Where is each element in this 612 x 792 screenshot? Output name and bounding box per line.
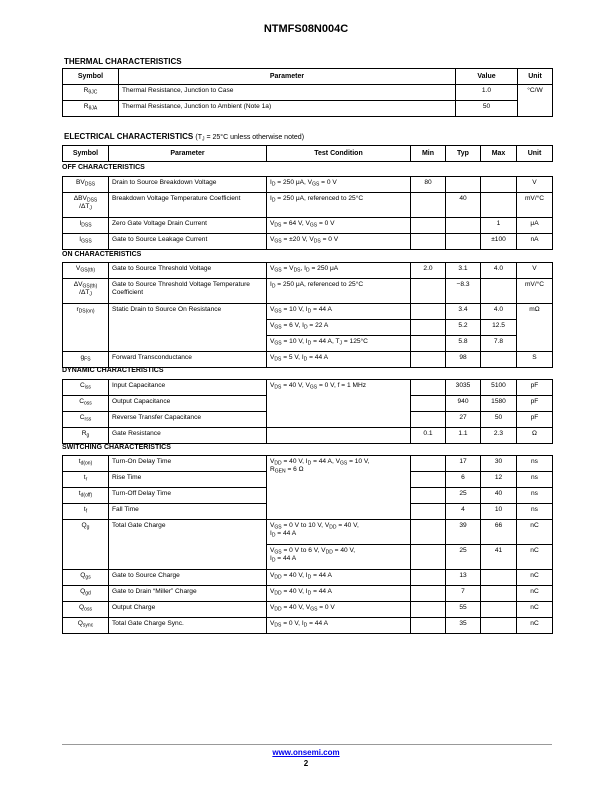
electrical-heading-text: ELECTRICAL CHARACTERISTICS — [64, 132, 194, 141]
subscript: J — [339, 340, 343, 347]
max-cell — [481, 279, 517, 304]
min-cell — [411, 570, 446, 586]
unit-cell: ns — [517, 456, 553, 472]
max-cell — [481, 352, 517, 368]
subscript: gd — [85, 590, 91, 597]
subscript: DS — [293, 267, 301, 274]
max-cell — [481, 602, 517, 618]
min-cell — [411, 602, 446, 618]
unit-cell: nC — [517, 602, 553, 618]
min-cell — [411, 488, 446, 504]
table-row — [63, 570, 553, 586]
table-row — [63, 428, 553, 444]
min-cell — [411, 304, 446, 320]
subscript: J — [89, 291, 92, 298]
max-cell: 1580 — [481, 396, 517, 412]
parameter-cell: Gate to Source Threshold Voltage Temperature Coefficient — [109, 279, 267, 304]
parameter-cell: Turn-On Delay Time — [109, 456, 267, 472]
typ-cell: 3035 — [446, 380, 481, 396]
typ-cell: 98 — [446, 352, 481, 368]
min-cell — [411, 504, 446, 520]
test-condition-cell: $V_{DD} = 40$ V, $I_D = 44$ A, $V_{GS} = 10$ V, $R_{GEN} = 6$ Ω — [267, 456, 411, 520]
subscript: GS — [309, 222, 318, 229]
subscript: GS — [310, 606, 318, 613]
table-row — [63, 101, 553, 117]
symbol-cell: $Q_g$ — [63, 520, 109, 570]
subscript: D — [303, 622, 308, 629]
parameter-cell: Turn-Off Delay Time — [109, 488, 267, 504]
subscript: DS — [274, 222, 282, 229]
typ-cell: 6 — [446, 472, 481, 488]
max-cell: 5100 — [481, 380, 517, 396]
parameter-cell: Breakdown Voltage Temperature Coefficient — [109, 193, 267, 218]
col-header: Symbol — [63, 146, 109, 162]
subscript: D — [303, 356, 308, 363]
max-cell: 4.0 — [481, 304, 517, 320]
min-cell — [411, 456, 446, 472]
page-number: 2 — [303, 759, 309, 768]
subscript: D — [307, 590, 312, 597]
section-table — [62, 262, 553, 368]
test-condition-cell: $V_{DS} = 0$ V, $I_D = 44$ A — [267, 618, 411, 634]
subscript: FS — [84, 356, 91, 363]
subscript: J — [89, 205, 92, 212]
col-header: Unit — [518, 69, 553, 85]
test-condition-cell: $V_{GS} = V_{DS}$, $I_D = 250$ μA — [267, 263, 411, 279]
subscript: rss — [84, 416, 92, 423]
max-cell: 66 — [481, 520, 517, 545]
test-condition-cell: $I_D = 250$ μA, referenced to 25°C — [267, 279, 411, 304]
subscript: DD — [274, 590, 282, 597]
subscript: oss — [84, 606, 92, 613]
subscript: DD — [325, 549, 333, 556]
electrical-header — [62, 145, 553, 162]
col-header: Parameter — [119, 69, 456, 85]
parameter-cell: Zero Gate Voltage Drain Current — [109, 218, 267, 234]
unit-cell: pF — [517, 380, 553, 396]
section-table — [62, 455, 553, 634]
unit-cell: nC — [517, 618, 553, 634]
table-row — [63, 177, 553, 193]
unit-cell: V — [517, 263, 553, 279]
max-cell — [481, 586, 517, 602]
col-header: Symbol — [63, 69, 119, 85]
test-condition-cell: $V_{GS} = \pm 20$ V, $V_{DS} = 0$ V — [267, 234, 411, 250]
unit-cell: nC — [517, 570, 553, 586]
min-cell — [411, 586, 446, 602]
value-cell: 50 — [456, 101, 518, 117]
symbol-cell: $r_{DS(on)}$ — [63, 304, 109, 352]
min-cell: 2.0 — [411, 263, 446, 279]
min-cell — [411, 618, 446, 634]
typ-cell: 27 — [446, 412, 481, 428]
typ-cell: 940 — [446, 396, 481, 412]
website-link[interactable]: www.onsemi.com — [272, 748, 340, 757]
typ-cell: 13 — [446, 570, 481, 586]
max-cell: 4.0 — [481, 263, 517, 279]
subscript: D — [271, 181, 276, 188]
min-cell — [411, 472, 446, 488]
test-condition-cell: $I_D = 250$ μA, referenced to 25°C — [267, 193, 411, 218]
symbol-cell: $R_g$ — [63, 428, 109, 444]
symbol-cell: $C_{iss}$ — [63, 380, 109, 396]
symbol-cell: $Q_{gd}$ — [63, 586, 109, 602]
table-row — [63, 520, 553, 545]
parameter-cell: Gate Resistance — [109, 428, 267, 444]
subscript: DD — [329, 524, 337, 531]
subscript: D — [303, 324, 308, 331]
test-condition-cell: $V_{DS} = 5$ V, $I_D = 44$ A — [267, 352, 411, 368]
max-cell — [481, 618, 517, 634]
parameter-cell: Rise Time — [109, 472, 267, 488]
max-cell: 50 — [481, 412, 517, 428]
subscript: D — [271, 283, 276, 290]
table-row — [63, 602, 553, 618]
typ-cell: 17 — [446, 456, 481, 472]
min-cell — [411, 545, 446, 570]
subscript: GEN — [274, 468, 286, 475]
subscript: GS — [309, 384, 318, 391]
unit-cell: μA — [517, 218, 553, 234]
min-cell — [411, 412, 446, 428]
unit-cell: mV/°C — [517, 279, 553, 304]
min-cell: 0.1 — [411, 428, 446, 444]
subscript: GS — [274, 340, 282, 347]
subscript: θJC — [88, 89, 98, 96]
test-condition-cell: $I_D = 250$ μA, $V_{GS} = 0$ V — [267, 177, 411, 193]
subscript: D — [271, 557, 276, 564]
subscript: GS — [312, 181, 320, 188]
parameter-cell: Gate to Source Leakage Current — [109, 234, 267, 250]
symbol-cell: $\Delta V_{GS(th)}$ $/\Delta T_J$ — [63, 279, 109, 304]
parameter-cell: Thermal Resistance, Junction to Case — [119, 85, 456, 101]
max-cell: 40 — [481, 488, 517, 504]
section-table — [62, 379, 553, 444]
subscript: GS — [274, 308, 282, 315]
subscript: DSS — [81, 222, 92, 229]
subscript: GS(th) — [82, 283, 98, 290]
subscript: D — [307, 460, 312, 467]
parameter-cell: Total Gate Charge — [109, 520, 267, 570]
min-cell — [411, 193, 446, 218]
typ-cell: 25 — [446, 545, 481, 570]
unit-cell: mΩ — [517, 304, 553, 352]
footer-divider — [62, 744, 552, 745]
unit-cell: nA — [517, 234, 553, 250]
max-cell — [481, 177, 517, 193]
unit-cell: pF — [517, 412, 553, 428]
subscript: DS — [274, 384, 282, 391]
unit-cell: ns — [517, 488, 553, 504]
symbol-cell: $\Delta BV_{DSS}$ $/\Delta T_J$ — [63, 193, 109, 218]
typ-cell: 5.8 — [446, 336, 481, 352]
subscript: DSS — [84, 181, 96, 188]
section-title: SWITCHING CHARACTERISTICS — [62, 444, 171, 451]
section-table — [62, 176, 553, 250]
col-header: Test Condition — [267, 146, 411, 162]
parameter-cell: Output Charge — [109, 602, 267, 618]
subscript: DSS — [86, 197, 98, 204]
symbol-cell: $I_{DSS}$ — [63, 218, 109, 234]
min-cell — [411, 396, 446, 412]
subscript: D — [307, 308, 312, 315]
max-cell: 30 — [481, 456, 517, 472]
parameter-cell: Total Gate Charge Sync. — [109, 618, 267, 634]
parameter-cell: Gate to Source Charge — [109, 570, 267, 586]
unit-cell: Ω — [517, 428, 553, 444]
subscript: D — [307, 340, 312, 347]
test-condition-cell: $V_{DS} = 40$ V, $V_{GS} = 0$ V, f = 1 MHz — [267, 380, 411, 428]
table-header-row — [63, 69, 553, 85]
typ-cell: 39 — [446, 520, 481, 545]
table-row — [63, 279, 553, 304]
subscript: D — [306, 267, 310, 274]
min-cell — [411, 520, 446, 545]
table-row — [63, 456, 553, 472]
typ-cell: 4 — [446, 504, 481, 520]
table-row — [63, 304, 553, 320]
min-cell — [411, 218, 446, 234]
parameter-cell: Static Drain to Source On Resistance — [109, 304, 267, 352]
parameter-cell: Thermal Resistance, Junction to Ambient (Note 1a) — [119, 101, 456, 117]
subscript: DS — [313, 238, 321, 245]
test-condition-cell: $V_{GS} = 10$ V, $I_D = 44$ A — [267, 304, 411, 320]
subscript: d(on) — [80, 460, 93, 467]
subscript: J — [202, 136, 205, 143]
table-row — [63, 218, 553, 234]
min-cell — [411, 380, 446, 396]
symbol-cell: $g_{FS}$ — [63, 352, 109, 368]
min-cell — [411, 279, 446, 304]
min-cell — [411, 234, 446, 250]
max-cell: 2.3 — [481, 428, 517, 444]
subscript: g — [86, 432, 90, 439]
min-cell: 80 — [411, 177, 446, 193]
test-condition-cell — [267, 428, 411, 444]
symbol-cell: $t_f$ — [63, 504, 109, 520]
parameter-cell: Input Capacitance — [109, 380, 267, 396]
table-row — [63, 352, 553, 368]
subscript: g — [86, 524, 90, 531]
max-cell: 1 — [481, 218, 517, 234]
test-condition-cell: $V_{DD} = 40$ V, $I_D = 44$ A — [267, 586, 411, 602]
subscript: GS(th) — [80, 267, 96, 274]
subscript: GS — [274, 549, 282, 556]
symbol-cell: $Q_{oss}$ — [63, 602, 109, 618]
subscript: sync — [82, 622, 94, 629]
subscript: θJA — [88, 105, 98, 112]
subscript: oss — [83, 400, 92, 407]
max-cell: 12.5 — [481, 320, 517, 336]
subscript: gs — [85, 574, 91, 581]
thermal-table — [62, 68, 553, 117]
table-row — [63, 263, 553, 279]
unit-cell: °C/W — [518, 85, 553, 117]
unit-cell: pF — [517, 396, 553, 412]
subscript: D — [271, 197, 276, 204]
section-title: OFF CHARACTERISTICS — [62, 164, 145, 171]
max-cell — [481, 570, 517, 586]
parameter-cell: Gate to Drain “Miller” Charge — [109, 586, 267, 602]
col-header: Unit — [517, 146, 553, 162]
unit-cell: nC — [517, 545, 553, 570]
symbol-cell: $t_{d(off)}$ — [63, 488, 109, 504]
test-condition-cell: $V_{GS} = 0$ V to 6 V, $V_{DD} = 40$ V, $I_D = 44$ A — [267, 545, 411, 570]
parameter-cell: Output Capacitance — [109, 396, 267, 412]
table-row — [63, 380, 553, 396]
subscript: DD — [274, 574, 282, 581]
subscript: GSS — [81, 238, 92, 245]
typ-cell — [446, 218, 481, 234]
subscript: d(off) — [80, 492, 93, 499]
col-header: Typ — [446, 146, 481, 162]
subscript: GS — [340, 460, 348, 467]
symbol-cell: $t_{d(on)}$ — [63, 456, 109, 472]
subscript: DS — [274, 622, 282, 629]
typ-cell: 35 — [446, 618, 481, 634]
subscript: D — [307, 574, 312, 581]
max-cell: 41 — [481, 545, 517, 570]
typ-cell — [446, 234, 481, 250]
unit-cell: ns — [517, 504, 553, 520]
subscript: DD — [274, 460, 282, 467]
subscript: iss — [84, 384, 91, 391]
subscript: DS(on) — [78, 308, 95, 315]
table-row — [63, 586, 553, 602]
unit-cell: mV/°C — [517, 193, 553, 218]
section-title: DYNAMIC CHARACTERISTICS — [62, 367, 164, 374]
symbol-cell: $Q_{gs}$ — [63, 570, 109, 586]
max-cell: ±100 — [481, 234, 517, 250]
typ-cell: −8.3 — [446, 279, 481, 304]
table-row — [63, 618, 553, 634]
min-cell — [411, 320, 446, 336]
symbol-cell: $C_{oss}$ — [63, 396, 109, 412]
col-header: Parameter — [109, 146, 267, 162]
col-header: Value — [456, 69, 518, 85]
subscript: GS — [274, 267, 282, 274]
parameter-cell: Gate to Source Threshold Voltage — [109, 263, 267, 279]
subscript: GS — [274, 524, 282, 531]
max-cell: 7.8 — [481, 336, 517, 352]
symbol-cell: $Q_{sync}$ — [63, 618, 109, 634]
typ-cell: 3.1 — [446, 263, 481, 279]
min-cell — [411, 336, 446, 352]
subscript: r — [85, 476, 88, 483]
subscript: DD — [274, 606, 282, 613]
typ-cell: 1.1 — [446, 428, 481, 444]
min-cell — [411, 352, 446, 368]
typ-cell: 7 — [446, 586, 481, 602]
electrical-heading-note: ($T_J = 25^\circ C$ unless otherwise noted) — [195, 134, 305, 143]
subscript: DS — [274, 356, 282, 363]
typ-cell: 25 — [446, 488, 481, 504]
table-row — [63, 193, 553, 218]
typ-cell: 3.4 — [446, 304, 481, 320]
typ-cell — [446, 177, 481, 193]
unit-cell: nC — [517, 520, 553, 545]
subscript: GS — [274, 324, 282, 331]
parameter-cell: Reverse Transfer Capacitance — [109, 412, 267, 428]
symbol-cell: $C_{rss}$ — [63, 412, 109, 428]
unit-cell: ns — [517, 472, 553, 488]
symbol-cell: $R_{\theta JC}$ — [63, 85, 119, 101]
max-cell: 12 — [481, 472, 517, 488]
test-condition-cell: $V_{GS} = 0$ V to 10 V, $V_{DD} = 40$ V, $I_D = 44$ A — [267, 520, 411, 545]
test-condition-cell: $V_{DD} = 40$ V, $V_{GS} = 0$ V — [267, 602, 411, 618]
symbol-cell: $t_r$ — [63, 472, 109, 488]
typ-cell: 55 — [446, 602, 481, 618]
max-cell: 10 — [481, 504, 517, 520]
table-row — [63, 85, 553, 101]
subscript: GS — [274, 238, 282, 245]
test-condition-cell: $V_{GS} = 10$ V, $I_D = 44$ A, $T_J = 125^\circ C$ — [267, 336, 411, 352]
symbol-cell: $R_{\theta JA}$ — [63, 101, 119, 117]
parameter-cell: Drain to Source Breakdown Voltage — [109, 177, 267, 193]
test-condition-cell: $V_{GS} = 6$ V, $I_D = 22$ A — [267, 320, 411, 336]
thermal-heading: THERMAL CHARACTERISTICS — [64, 57, 182, 66]
subscript: f — [85, 508, 88, 515]
unit-cell: nC — [517, 586, 553, 602]
symbol-cell: $BV_{DSS}$ — [63, 177, 109, 193]
col-header: Max — [481, 146, 517, 162]
unit-cell: V — [517, 177, 553, 193]
typ-cell: 40 — [446, 193, 481, 218]
subscript: D — [271, 532, 276, 539]
col-header: Min — [411, 146, 446, 162]
electrical-heading — [64, 132, 304, 141]
test-condition-cell: $V_{DD} = 40$ V, $I_D = 44$ A — [267, 570, 411, 586]
parameter-cell: Forward Transconductance — [109, 352, 267, 368]
page-title: NTMFS08N004C — [263, 23, 349, 35]
symbol-cell: $I_{GSS}$ — [63, 234, 109, 250]
symbol-cell: $V_{GS(th)}$ — [63, 263, 109, 279]
typ-cell: 5.2 — [446, 320, 481, 336]
table-row — [63, 234, 553, 250]
max-cell — [481, 193, 517, 218]
parameter-cell: Fall Time — [109, 504, 267, 520]
section-title: ON CHARACTERISTICS — [62, 251, 142, 258]
value-cell: 1.0 — [456, 85, 518, 101]
test-condition-cell: $V_{DS} = 64$ V, $V_{GS} = 0$ V — [267, 218, 411, 234]
unit-cell: S — [517, 352, 553, 368]
